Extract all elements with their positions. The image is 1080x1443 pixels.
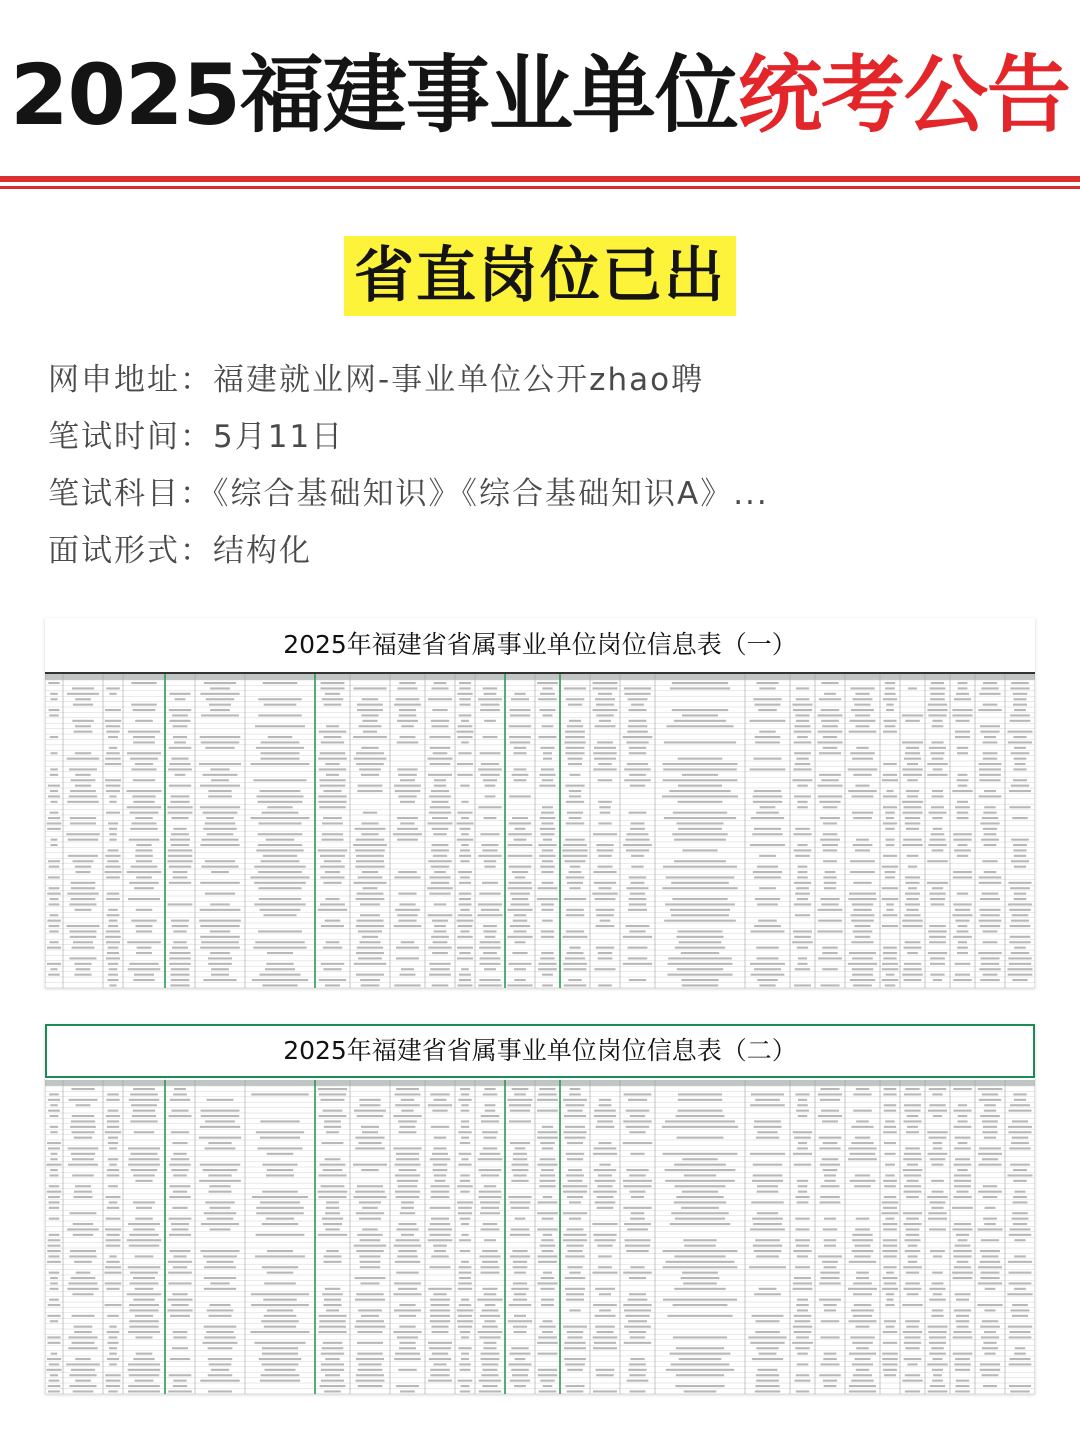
info-label: 面试形式：	[48, 533, 213, 569]
headline	[0, 40, 1080, 150]
sheet-table-preview	[45, 674, 1035, 988]
info-row-exam-date	[48, 409, 769, 466]
info-value: 《综合基础知识》《综合基础知识A》...	[213, 476, 769, 512]
info-label: 网申地址：	[48, 362, 213, 398]
info-label: 笔试科目：	[48, 476, 213, 512]
info-row-apply-address	[48, 352, 769, 409]
info-row-exam-subjects	[48, 466, 769, 523]
spreadsheet-grid	[45, 674, 1035, 988]
divider-thin	[0, 186, 1080, 189]
info-row-interview-format	[48, 523, 769, 580]
info-label: 笔试时间：	[48, 419, 213, 455]
position-sheet-2	[45, 1024, 1035, 1394]
headline-red-part: 统考公告	[737, 46, 1070, 144]
divider-thick	[0, 176, 1080, 182]
headline-black-part: 2025福建事业单位	[10, 46, 738, 144]
info-value: 5月11日	[213, 419, 345, 455]
sheet-table-preview	[45, 1080, 1035, 1394]
info-value: 福建就业网-事业单位公开zhao聘	[213, 362, 705, 398]
info-value: 结构化	[213, 533, 312, 569]
position-sheet-1	[45, 618, 1035, 988]
sheet-title: 2025年福建省省属事业单位岗位信息表（二）	[45, 1024, 1035, 1078]
subtitle-highlight: 省直岗位已出	[344, 236, 736, 316]
sheet-title: 2025年福建省省属事业单位岗位信息表（一）	[45, 618, 1035, 674]
subtitle-wrap	[0, 236, 1080, 316]
info-list	[48, 352, 769, 580]
spreadsheet-grid	[45, 1080, 1035, 1394]
